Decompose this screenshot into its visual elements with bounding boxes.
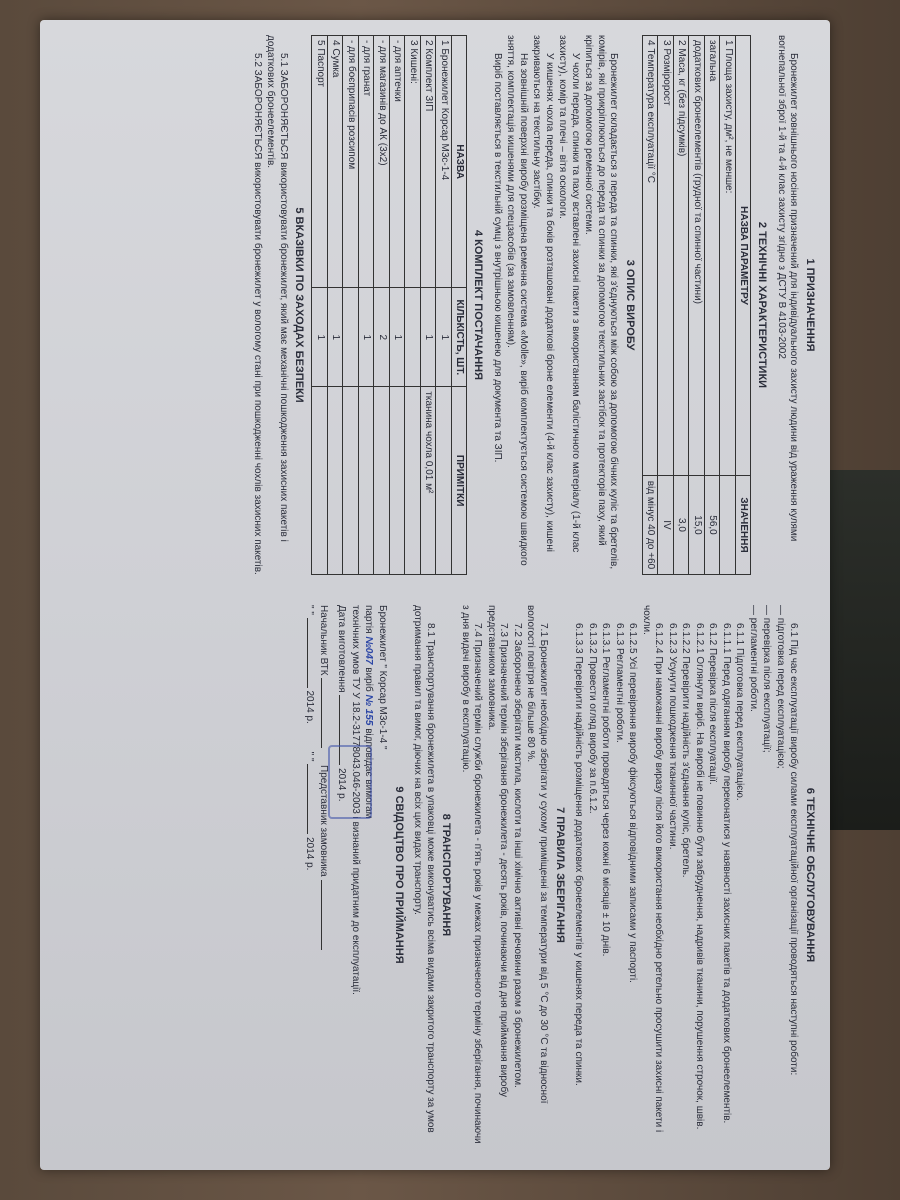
document-content bbox=[40, 20, 830, 1170]
section-6-p11: 6.1.3.1 Регламентні роботи проводяться через кожні 6 місяців ± 10 днів. bbox=[600, 623, 612, 957]
tech-cell: 4 Температура експлуатації °С bbox=[643, 36, 659, 476]
qc-signature-line bbox=[321, 678, 322, 748]
conformance-text: відповідає вимогам bbox=[363, 728, 375, 819]
signature-year-1: 2014 р. bbox=[304, 690, 316, 724]
tech-cell: 3,0 bbox=[674, 476, 690, 575]
kit-header-notes: ПРИМІТКИ bbox=[452, 387, 468, 575]
table-row bbox=[720, 36, 736, 575]
signature-dates-line: " " 2014 р. " " 2014 р. bbox=[304, 605, 316, 871]
tech-cell: 56,0 bbox=[705, 476, 721, 575]
section-5-p2: 5.2 ЗАБОРОНЯЄТЬСЯ використовувати бронежилет у вологому стані при пошкодженні чохлів захисних пакетів. bbox=[251, 53, 263, 575]
kit-table bbox=[312, 35, 468, 575]
kit-cell bbox=[343, 387, 359, 575]
kit-cell: 1 Бронежилет Корсар М3с-1-4 bbox=[436, 36, 452, 288]
kit-cell: - для гранат bbox=[359, 36, 375, 288]
table-row bbox=[643, 36, 659, 575]
customer-signature-line bbox=[321, 880, 322, 950]
section-6-l3: — регламентні роботи. bbox=[747, 605, 759, 712]
section-3-p3: У кишенях чохла переда, спинки та боків розташовані додаткові броне елементи (4-й клас захисту), кишені закриваються на текстильну застібку. bbox=[531, 35, 555, 552]
item-label: виріб bbox=[363, 667, 375, 692]
kit-cell bbox=[374, 387, 390, 575]
kit-cell: 1 bbox=[359, 288, 375, 387]
table-row bbox=[658, 36, 674, 575]
right-column bbox=[304, 605, 822, 1145]
section-9-p3: технічних умов ТУ У 18.2-31778043.046-2003 і визнаний придатним до експлуатації. bbox=[350, 605, 361, 995]
tech-specs-table bbox=[642, 35, 752, 575]
tech-cell: IV bbox=[658, 476, 674, 575]
left-column bbox=[249, 35, 822, 575]
section-6-p3: 6.1.1.1 Перед одяганням виробу переконатися у наявності захисних пакетів та додаткових бронеелементів. bbox=[720, 623, 732, 1124]
batch-number: №047 bbox=[363, 636, 375, 665]
kit-header-qty: КІЛЬКІСТЬ, ШТ. bbox=[452, 288, 468, 387]
section-4-title: 4 КОМПЛЕКТ ПОСТАЧАННЯ bbox=[472, 229, 485, 381]
table-row bbox=[390, 36, 406, 575]
qc-stamp bbox=[328, 745, 372, 819]
section-8-p1: 8.1 Транспортування бронежилета в упаковці може виконуватись всіма видами закритого транспорту за умов дотримання правил та вимог, діючих на всіх цих видах транспорту. bbox=[412, 605, 436, 1133]
table-row bbox=[674, 36, 690, 575]
section-5-title: 5 ВКАЗІВКИ ПО ЗАХОДАХ БЕЗПЕКИ bbox=[293, 207, 306, 403]
section-6-p10: 6.1.3 Регламентні роботи. bbox=[613, 623, 625, 743]
kit-cell bbox=[328, 387, 344, 575]
tech-header-name: НАЗВА ПАРАМЕТРУ bbox=[736, 36, 752, 476]
kit-cell: - для магазинів до АК (3х2) bbox=[374, 36, 390, 288]
kit-cell bbox=[405, 387, 421, 575]
section-6-p2: 6.1.1 Підготовка перед експлуатацією. bbox=[734, 623, 746, 801]
date-blank bbox=[308, 764, 309, 834]
kit-cell bbox=[436, 387, 452, 575]
section-6-p7: 6.1.2.3 Усунути пошкодження тканинної частини. bbox=[666, 623, 678, 850]
table-row bbox=[359, 36, 375, 575]
section-6-p12: 6.1.3.2 Провести огляд виробу за п.6.1.2. bbox=[586, 623, 598, 814]
kit-cell bbox=[312, 387, 328, 575]
table-row bbox=[343, 36, 359, 575]
section-3-title: 3 ОПИС ВИРОБУ bbox=[624, 259, 636, 351]
kit-cell: 1 bbox=[390, 288, 406, 387]
kit-cell: 3 Кишені: bbox=[405, 36, 421, 288]
manufacture-date-label: Дата виготовлення bbox=[336, 605, 348, 693]
item-number: № 155 bbox=[363, 694, 375, 726]
date-blank bbox=[308, 618, 309, 688]
section-6-title: 6 ТЕХНІЧНЕ ОБСЛУГОВУВАННЯ bbox=[804, 787, 816, 963]
section-7-p1: 7.1 Бронежилет необхідно зберігати у сухому приміщенні за температури від 5 °С до 30 °С та відносної вологості повітря не більше 80 %. bbox=[525, 605, 549, 1104]
table-row bbox=[374, 36, 390, 575]
tech-cell: від мінус 40 до +60 bbox=[643, 476, 659, 575]
tech-cell: 2 Маса, кг (без підсумків) bbox=[674, 36, 690, 476]
section-2-title: 2 ТЕХНІЧНІ ХАРАКТЕРИСТИКИ bbox=[756, 221, 769, 389]
qc-head-label: Начальник ВТК bbox=[318, 605, 329, 676]
section-6-p13: 6.1.3.3 Перевірити надійність розміщення додаткових бронеелементів у кишенях переда та спинки. bbox=[573, 623, 585, 1086]
manufacture-date-line bbox=[335, 605, 348, 1145]
section-7-title: 7 ПРАВИЛА ЗБЕРІГАННЯ bbox=[553, 807, 566, 943]
section-3-p4: На зовнішній поверхні виробу розміщена ременна система «Molle», виріб комплектується системою швидкого зняття, комплектація кишенями для спецзасобів (за замовленням). bbox=[505, 35, 529, 566]
section-3-p5: Виріб поставляється в текстильній сумці з внутрішньою кишенею для документа та ЗІП. bbox=[491, 53, 503, 463]
table-row bbox=[328, 36, 344, 575]
kit-cell: тканина чохла 0,01 м² bbox=[421, 387, 437, 575]
kit-cell bbox=[343, 288, 359, 387]
batch-label: партія bbox=[363, 605, 375, 634]
signatures-line bbox=[317, 605, 330, 1145]
tech-cell bbox=[720, 476, 736, 575]
section-9-p1: Бронежилет " Корсар М3с-1-4 " bbox=[377, 605, 388, 750]
customer-rep-label: Представник замовника bbox=[318, 765, 329, 877]
section-6-p8: 6.1.2.4 При намоканні виробу виразу після його використання необхідно ретельно просушити захисні пакети і чохли. bbox=[640, 605, 665, 1133]
tech-cell: додаткових бронеелементів (грудної та спинної частини) bbox=[689, 36, 705, 476]
passport-document bbox=[40, 20, 830, 1170]
kit-cell: 4 Сумка bbox=[328, 36, 344, 288]
table-row bbox=[436, 36, 452, 575]
acceptance-batch-line bbox=[362, 605, 375, 1145]
kit-cell bbox=[359, 387, 375, 575]
kit-cell: 5 Паспорт bbox=[312, 36, 328, 288]
kit-cell: 1 bbox=[421, 288, 437, 387]
table-row bbox=[312, 36, 328, 575]
section-1-text: Бронежилет зовнішнього носіння призначений для індивідуального захисту людини від ураження кулями вогнепальної зброї 1-й та 4-й клас захисту згідно з ДСТУ В 4103-2002 bbox=[775, 35, 800, 542]
kit-cell bbox=[390, 387, 406, 575]
kit-cell: 1 bbox=[436, 288, 452, 387]
tech-cell: загальна bbox=[705, 36, 721, 476]
section-7-p2: 7.2 Заборонено зберігати мастила, кислоти та інші хімічно активні речовини разом з бронежилетом. bbox=[512, 623, 523, 1088]
kit-cell bbox=[405, 288, 421, 387]
kit-cell: - для аптечки bbox=[390, 36, 406, 288]
section-7-p3: 7.3 Призначений термін зберігання бронежилета - десять років, починаючи від дня приймання виробу представником замовника. bbox=[486, 605, 510, 1097]
kit-cell: 1 bbox=[328, 288, 344, 387]
kit-cell: 1 bbox=[312, 288, 328, 387]
section-6-l2: — перевірка після експлуатації; bbox=[761, 605, 773, 753]
table-row bbox=[405, 36, 421, 575]
manufacture-year: 2014 р. bbox=[336, 768, 348, 802]
kit-header-name: НАЗВА bbox=[452, 36, 468, 288]
section-7-p4: 7.4 Призначений термін служби бронежилета - п'ять років у межах призначеного терміну зберігання, починаючи з дня видачі виробу в експлуатацію. bbox=[460, 605, 484, 1144]
section-3-p2: У чохли переда, спинки та паху вставлені захисні пакети з використанням балістичного матеріалу (1-й клас захисту), комір та плечі – вітя оскологи. bbox=[557, 35, 581, 553]
section-6-p5: 6.1.2.1 Оглянути виріб. На виробі не повинно бути забруднення, надривів тканини, порушення строчок, швів. bbox=[693, 623, 705, 1130]
signature-year-2: 2014 р. bbox=[304, 837, 316, 871]
tech-cell: 15,0 bbox=[689, 476, 705, 575]
kit-cell: 2 bbox=[374, 288, 390, 387]
section-6-p9: 6.1.2.5 Усі перевіряння виробу фіксуються відповідними записами у паспорті. bbox=[627, 623, 639, 983]
table-row bbox=[689, 36, 705, 575]
section-6-p6: 6.1.2.2 Перевірити надійність з'єднання куліс, бретель. bbox=[680, 623, 692, 878]
section-9-title: 9 СВІДОЦТВО ПРО ПРИЙМАННЯ bbox=[392, 786, 405, 964]
section-8-title: 8 ТРАНСПОРТУВАННЯ bbox=[440, 813, 453, 937]
tech-cell: 3 Розміророст bbox=[658, 36, 674, 476]
kit-cell: - для боєприпасів розсипом bbox=[343, 36, 359, 288]
section-1-title: 1 ПРИЗНАЧЕННЯ bbox=[804, 258, 816, 352]
table-row bbox=[421, 36, 437, 575]
section-6-p1: 6.1 Під час експлуатації виробу силами експлуатаційної організації проводяться наступні роботи: bbox=[788, 623, 800, 1076]
section-3-p1: Бронежилет складається з переда та спинки, які з'єднуються між собою за допомогою бічних куліс та бретелів, комірів, які прикріплюються до переда та спинки за допомогою текстильних застібок та протекторів паху, який кріпиться за допомогою ременної системи. bbox=[583, 35, 620, 570]
section-6-l1: — підготовка перед експлуатацією; bbox=[774, 605, 786, 769]
kit-cell: 2 Комплект ЗІП bbox=[421, 36, 437, 288]
section-6-p4: 6.1.2 Перевірка після експлуатації. bbox=[707, 623, 719, 785]
table-row bbox=[705, 36, 721, 575]
tech-cell: 1 Площа захисту, дм², не менше: bbox=[720, 36, 736, 476]
tech-header-value: ЗНАЧЕННЯ bbox=[736, 476, 752, 575]
section-5-p1: 5.1 ЗАБОРОНЯЄТЬСЯ використовувати бронежилет, який має механічні пошкодження захисних пакетів і додаткових бронеелементів. bbox=[265, 35, 289, 542]
